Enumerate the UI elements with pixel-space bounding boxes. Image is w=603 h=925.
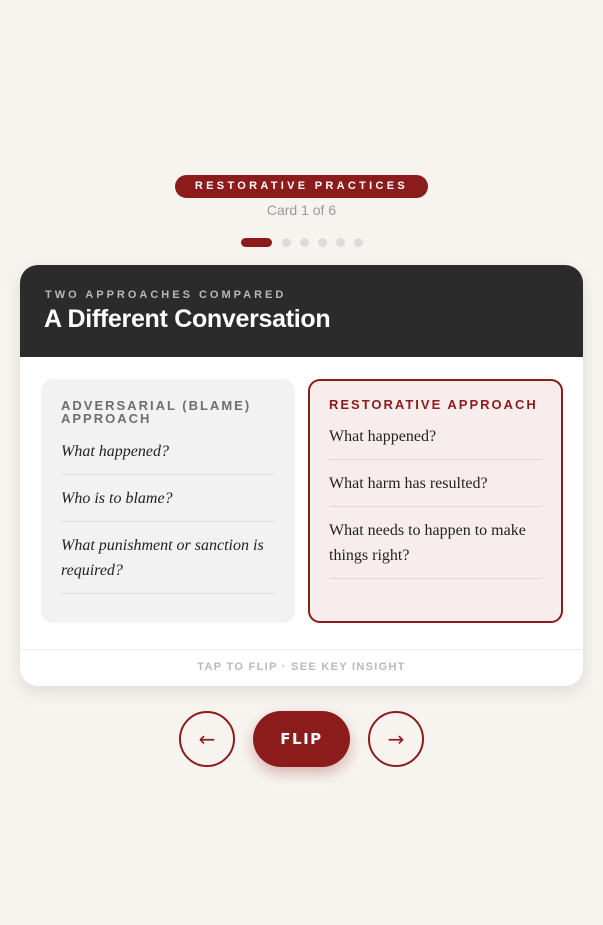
progress-dot[interactable] xyxy=(336,238,345,247)
adversarial-question: What happened? xyxy=(61,439,275,475)
adversarial-column xyxy=(41,379,295,623)
progress-dot[interactable] xyxy=(300,238,309,247)
progress-dot[interactable] xyxy=(318,238,327,247)
flip-button[interactable]: FLIP xyxy=(253,711,350,767)
arrow-right-icon: → xyxy=(387,727,405,751)
restorative-column xyxy=(308,379,563,623)
card-header xyxy=(20,265,583,357)
card-title: A Different Conversation xyxy=(44,305,331,333)
restorative-question: What happened? xyxy=(329,424,542,460)
card-eyebrow: TWO APPROACHES COMPARED xyxy=(45,289,287,301)
previous-button[interactable] xyxy=(179,711,235,767)
adversarial-heading: ADVERSARIAL (BLAME) APPROACH xyxy=(61,398,252,426)
card-counter: Card 1 of 6 xyxy=(266,202,337,218)
category-badge: RESTORATIVE PRACTICES xyxy=(175,175,428,198)
next-button[interactable] xyxy=(368,711,424,767)
adversarial-question: What punishment or sanction is required? xyxy=(61,533,275,594)
flashcard[interactable] xyxy=(20,265,583,686)
progress-dots xyxy=(241,238,372,247)
progress-dot[interactable] xyxy=(282,238,291,247)
arrow-left-icon: ← xyxy=(198,727,216,751)
progress-dot-active[interactable] xyxy=(241,238,272,247)
restorative-heading: RESTORATIVE APPROACH xyxy=(329,397,538,412)
flip-hint: TAP TO FLIP · SEE KEY INSIGHT xyxy=(20,649,583,686)
progress-dot[interactable] xyxy=(354,238,363,247)
adversarial-question: Who is to blame? xyxy=(61,486,275,522)
restorative-question: What harm has resulted? xyxy=(329,471,542,507)
restorative-question: What needs to happen to make things right? xyxy=(329,518,542,579)
